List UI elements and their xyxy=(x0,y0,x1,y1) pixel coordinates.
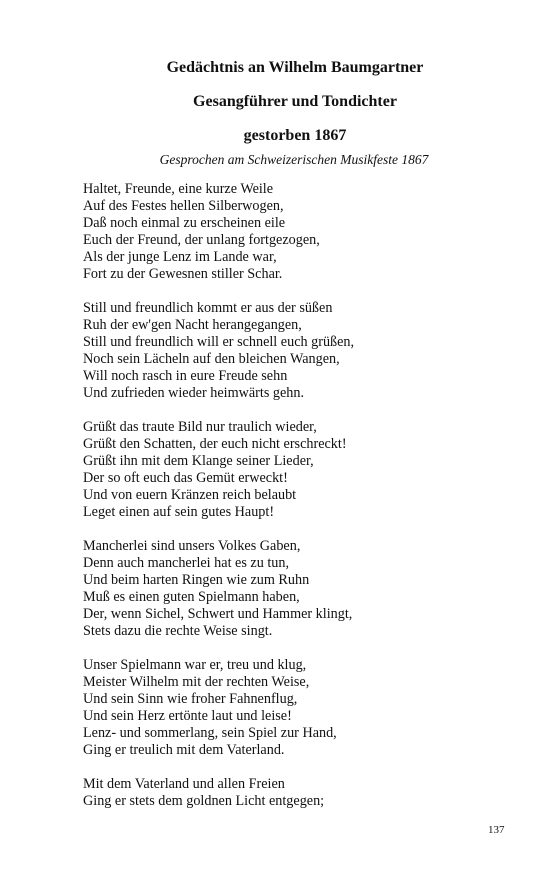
poem-line: Daß noch einmal zu erscheinen eile xyxy=(83,215,286,231)
poem-line: Denn auch mancherlei hat es zu tun, xyxy=(83,555,290,571)
poem-line: Und zufrieden wieder heimwärts gehn. xyxy=(83,385,305,401)
poem-line: Will noch rasch in eure Freude sehn xyxy=(83,368,288,384)
poem-line: Und sein Sinn wie froher Fahnenflug, xyxy=(83,691,298,707)
poem-line: Noch sein Lächeln auf den bleichen Wangen, xyxy=(83,351,340,367)
poem-line: Ging er treulich mit dem Vaterland. xyxy=(83,742,285,758)
stanza xyxy=(83,538,503,640)
poem-line: Als der junge Lenz im Lande war, xyxy=(83,249,277,265)
poem-occasion: Gesprochen am Schweizerischen Musikfeste 1867 xyxy=(159,152,429,167)
poem-line: Und sein Herz ertönte laut und leise! xyxy=(83,708,292,724)
poem-line: Grüßt den Schatten, der euch nicht erschreckt! xyxy=(83,436,347,452)
poem-line: Grüßt ihn mit dem Klange seiner Lieder, xyxy=(83,453,314,469)
poem-title: Gedächtnis an Wilhelm Baumgartner xyxy=(166,59,424,76)
stanza xyxy=(83,776,503,810)
poem-line: Auf des Festes hellen Silberwogen, xyxy=(83,198,284,214)
poem-line: Der, wenn Sichel, Schwert und Hammer klingt, xyxy=(83,606,353,622)
poem-line: Und beim harten Ringen wie zum Ruhn xyxy=(83,572,310,588)
poem-dedication-role: Gesangführer und Tondichter xyxy=(193,93,397,110)
poem-line: Unser Spielmann war er, treu und klug, xyxy=(83,657,307,673)
stanza xyxy=(83,657,503,759)
poem-line: Lenz- und sommerlang, sein Spiel zur Hand, xyxy=(83,725,337,741)
poem-line: Still und freundlich kommt er aus der süßen xyxy=(83,300,333,316)
stanza xyxy=(83,300,503,402)
poem-line: Meister Wilhelm mit der rechten Weise, xyxy=(83,674,310,690)
page-number: 137 xyxy=(488,824,505,836)
poem-line: Still und freundlich will er schnell euch grüßen, xyxy=(83,334,355,350)
poem-line: Stets dazu die rechte Weise singt. xyxy=(83,623,273,639)
poem-line: Euch der Freund, der unlang fortgezogen, xyxy=(83,232,320,248)
poem-line: Muß es einen guten Spielmann haben, xyxy=(83,589,300,605)
poem-line: Und von euern Kränzen reich belaubt xyxy=(83,487,297,503)
poem-body xyxy=(83,181,503,827)
poem-line: Ging er stets dem goldnen Licht entgegen; xyxy=(83,793,325,809)
poem-line: Ruh der ew'gen Nacht herangegangen, xyxy=(83,317,302,333)
poem-line: Haltet, Freunde, eine kurze Weile xyxy=(83,181,274,197)
poem-line: Mit dem Vaterland und allen Freien xyxy=(83,776,285,792)
poem-line: Fort zu der Gewesnen stiller Schar. xyxy=(83,266,283,282)
poem-line: Grüßt das traute Bild nur traulich wieder, xyxy=(83,419,317,435)
stanza xyxy=(83,419,503,521)
stanza xyxy=(83,181,503,283)
poem-death-year: gestorben 1867 xyxy=(243,127,347,144)
poem-line: Mancherlei sind unsers Volkes Gaben, xyxy=(83,538,301,554)
poem-line: Leget einen auf sein gutes Haupt! xyxy=(83,504,275,520)
poem-line: Der so oft euch das Gemüt erweckt! xyxy=(83,470,288,486)
